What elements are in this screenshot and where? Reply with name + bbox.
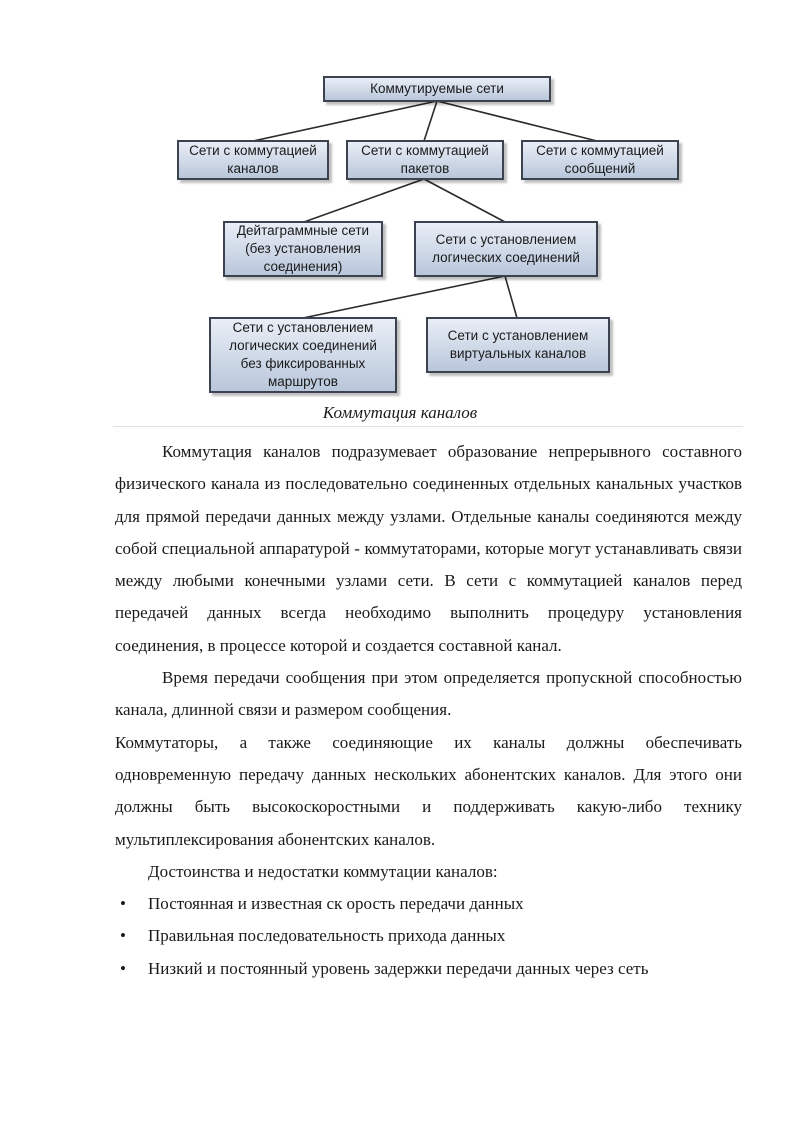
paragraph-circuit-switching: Коммутация каналов подразумевает образование непрерывного составного физического канала из последовательно соединенных отдельных канальных участков для прямой передачи данных между узлами. Отдельные каналы соединяются между собой специальной аппаратурой - коммутаторами, которые могут устанавливать связи между любыми конечными узлами сети. В сети с коммутацией каналов перед передачей данных всегда необходимо выполнить процедуру установления соединения, в процессе которой и создается составной канал. xyxy=(115,442,742,655)
list-item xyxy=(115,920,742,952)
node-virtual-channels: Сети с установлением виртуальных каналов xyxy=(426,317,610,373)
bullet-marker: • xyxy=(120,926,126,946)
diagram-connectors xyxy=(0,0,800,400)
connector-packet-logical xyxy=(424,179,505,222)
paragraph-switches: Коммутаторы, а также соединяющие их каналы должны обеспечивать одновременную передачу данных нескольких абонентских каналов. Для этого они должны быть высокоскоростными и поддерживать какую-либо технику мультиплексирования абонентских каналов. xyxy=(115,732,742,849)
connector-root-message xyxy=(437,101,597,141)
pros-cons-list xyxy=(115,888,742,985)
node-message-switching: Сети с коммутацией сообщений xyxy=(521,140,679,180)
node-switched-networks: Коммутируемые сети xyxy=(323,76,551,102)
paragraph-transmission-time: Время передачи сообщения при этом определяется пропускной способностью канала, длинной связи и размером сообщения. xyxy=(115,668,742,720)
list-item xyxy=(115,888,742,920)
list-item-text: Правильная последовательность прихода данных xyxy=(148,926,506,946)
caption-divider xyxy=(113,426,743,427)
network-classification-diagram xyxy=(0,0,800,400)
connector-logical-virtual xyxy=(505,276,517,318)
node-logical-no-fixed-routes: Сети с установлением логических соединений без фиксированных маршрутов xyxy=(209,317,397,393)
bullet-marker: • xyxy=(120,894,126,914)
paragraph-pros-cons-intro: Достоинства и недостатки коммутации каналов: xyxy=(148,861,498,881)
body-text xyxy=(115,436,742,985)
list-item xyxy=(115,953,742,985)
list-item-text: Постоянная и известная ск орость передачи данных xyxy=(148,894,524,914)
node-logical-connections: Сети с установлением логических соединений xyxy=(414,221,598,277)
connector-root-circuit xyxy=(253,101,437,141)
node-datagram-networks: Дейтаграммные сети (без установления соединения) xyxy=(223,221,383,277)
connector-root-packet xyxy=(424,101,437,141)
figure-caption: Коммутация каналов xyxy=(322,403,478,422)
bullet-marker: • xyxy=(120,958,126,978)
connector-logical-nofixed xyxy=(303,276,505,318)
node-packet-switching: Сети с коммутацией пакетов xyxy=(346,140,504,180)
list-item-text: Низкий и постоянный уровень задержки передачи данных через сеть xyxy=(148,958,649,978)
node-circuit-switching: Сети с коммутацией каналов xyxy=(177,140,329,180)
connector-packet-datagram xyxy=(304,179,424,222)
